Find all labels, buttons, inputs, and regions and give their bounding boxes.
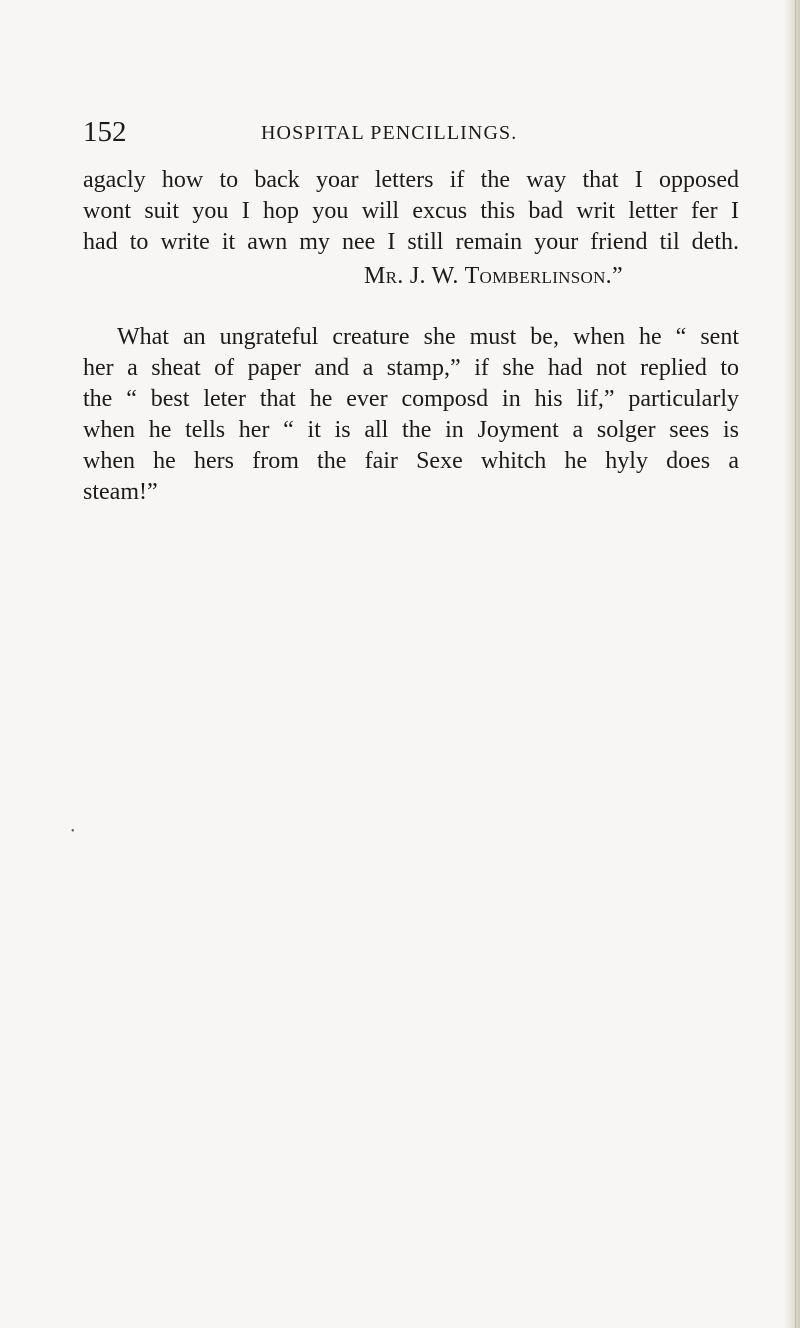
page-edge-line: [795, 0, 796, 1328]
ink-speck: •: [71, 826, 75, 837]
letter-line: had to write it awn my nee I still remain your friend til deth.: [83, 229, 739, 255]
paragraph-line: the “ best leter that he ever composd in his lif,” particularly: [83, 386, 739, 412]
running-title: HOSPITAL PENCILLINGS.: [261, 122, 518, 144]
commentary-paragraph: [83, 322, 739, 508]
paragraph-line: What an ungrateful creature she must be, when he “ sent: [117, 324, 739, 350]
paragraph-line: when he hers from the fair Sexe whitch he hyly does a: [83, 448, 739, 474]
letter-text: [83, 165, 739, 258]
letter-line: agacly how to back yoar letters if the way that I opposed: [83, 167, 739, 193]
paragraph-line: steam!”: [83, 479, 158, 505]
paragraph-line: her a sheat of paper and a stamp,” if she had not replied to: [83, 355, 739, 381]
page-number: 152: [83, 116, 127, 148]
letter-signature: Mr. J. W. Tomberlinson.”: [364, 263, 623, 289]
paragraph-line: when he tells her “ it is all the in Joyment a solger sees is: [83, 417, 739, 443]
page-header: [83, 116, 738, 148]
page-edge-shadow: [784, 0, 800, 1328]
letter-line: wont suit you I hop you will excus this bad writ letter fer I: [83, 198, 739, 224]
